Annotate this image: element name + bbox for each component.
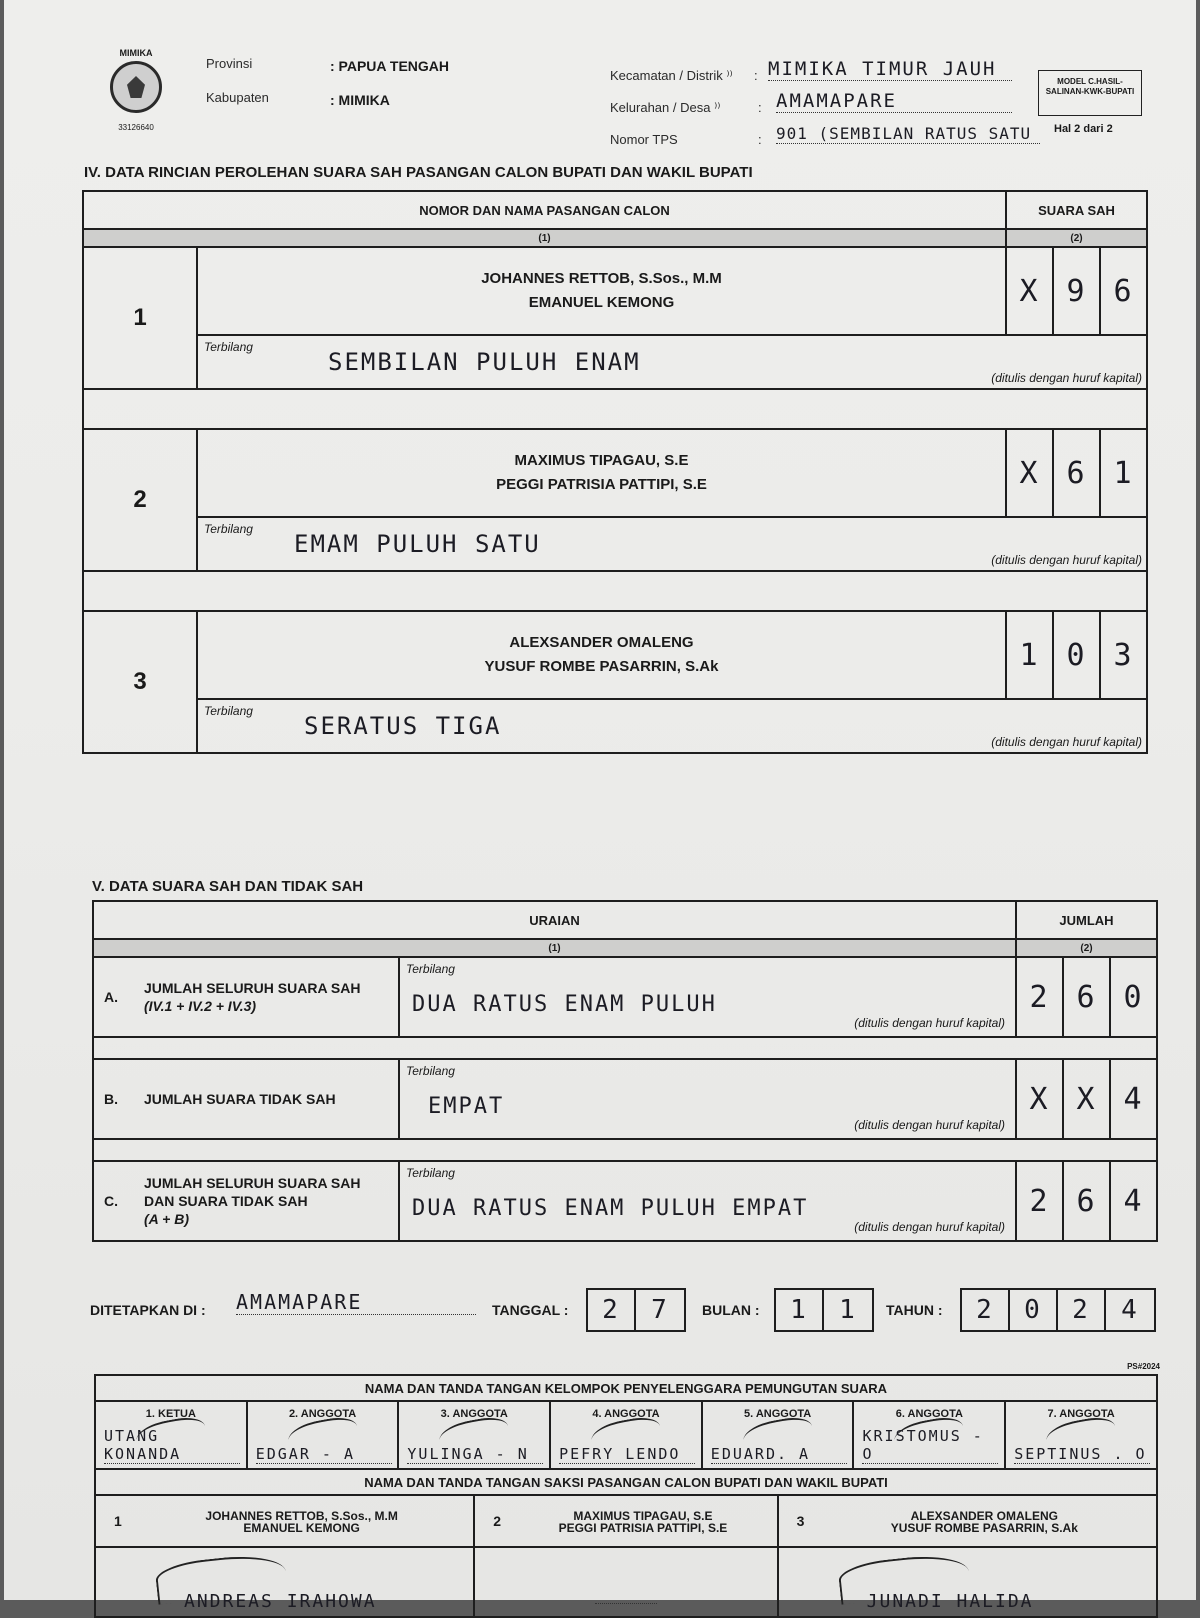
- witness-signature-cell: [474, 1547, 777, 1617]
- logo-top-text: MIMIKA: [119, 48, 153, 58]
- bulan-boxes: [774, 1288, 874, 1332]
- witness-signer: ANDREAS IRAHOWA: [184, 1591, 377, 1612]
- terbilang-label: Terbilang: [204, 704, 253, 718]
- form-sheet: [4, 0, 1196, 1612]
- summary-line-1: JUMLAH SELURUH SUARA SAH: [144, 980, 361, 996]
- tps-label: Nomor TPS: [610, 132, 678, 147]
- signature-table: [94, 1374, 1158, 1618]
- capital-note: (ditulis dengan huruf kapital): [991, 371, 1142, 385]
- kpps-member: [702, 1401, 854, 1469]
- row-spacer: [93, 1139, 1157, 1161]
- summary-row-c: [93, 1161, 1157, 1241]
- member-name: SEPTINUS . O: [1014, 1445, 1150, 1464]
- provinsi-label: Provinsi: [206, 56, 253, 71]
- member-role: 6. ANGGOTA: [895, 1408, 963, 1420]
- total-digit: 0: [1110, 957, 1157, 1037]
- witness-header: [474, 1495, 777, 1547]
- summary-words: [399, 957, 1016, 1037]
- date-digit: 7: [651, 1295, 669, 1325]
- tahun-boxes: [960, 1288, 1156, 1332]
- candidate-name-2: EMANUEL KEMONG: [528, 294, 675, 311]
- candidate-names: [197, 429, 1006, 517]
- summary-line-2: (IV.1 + IV.2 + IV.3): [144, 998, 257, 1014]
- member-name: YULINGA - N: [407, 1445, 543, 1464]
- terbilang-label: Terbilang: [406, 1064, 455, 1078]
- member-role: 5. ANGGOTA: [744, 1408, 812, 1420]
- kpps-member: [550, 1401, 702, 1469]
- summary-line-2: DAN SUARA TIDAK SAH: [144, 1193, 308, 1209]
- capital-note: (ditulis dengan huruf kapital): [854, 1016, 1005, 1030]
- ditetapkan-value: AMAMAPARE: [236, 1290, 476, 1315]
- total-digit: 2: [1016, 1161, 1063, 1241]
- member-role: 1. KETUA: [145, 1408, 196, 1420]
- kabupaten-value: : MIMIKA: [330, 92, 390, 108]
- votes-in-words: [197, 517, 1147, 571]
- summary-letter: C.: [104, 1193, 118, 1209]
- col-sub-2: (2): [1006, 229, 1147, 247]
- votes-in-words: [197, 699, 1147, 753]
- witness-title: NAMA DAN TANDA TANGAN SAKSI PASANGAN CALON BUPATI DAN WAKIL BUPATI: [95, 1469, 1157, 1495]
- summary-letter: A.: [104, 989, 118, 1005]
- candidate-number: 1: [83, 247, 197, 389]
- kpps-member: [398, 1401, 550, 1469]
- candidate-number: 3: [83, 611, 197, 753]
- summary-letter: B.: [104, 1091, 118, 1107]
- date-digit: 1: [839, 1295, 857, 1325]
- row-spacer: [83, 389, 1147, 429]
- witness-header: [95, 1495, 474, 1547]
- witness-candidate-2: EMANUEL KEMONG: [243, 1521, 360, 1535]
- date-digit: 2: [962, 1290, 1010, 1330]
- kecamatan-label: Kecamatan / Distrik ⁾⁾: [610, 68, 733, 83]
- witness-signature-cell: [95, 1547, 474, 1617]
- vote-digit: 6: [1053, 429, 1100, 517]
- kpu-logo: [106, 48, 166, 143]
- candidate-name-1: JOHANNES RETTOB, S.Sos., M.M: [481, 270, 722, 287]
- col-header-uraian: URAIAN: [93, 901, 1016, 939]
- total-digit: 4: [1110, 1161, 1157, 1241]
- witness-signer: JUNADI HALIDA: [866, 1591, 1034, 1612]
- kabupaten-label: Kabupaten: [206, 90, 269, 105]
- kpps-member: [95, 1401, 247, 1469]
- witness-candidate-1: ALEXSANDER OMALENG: [910, 1509, 1058, 1523]
- witness-number: 1: [114, 1513, 122, 1529]
- kecamatan-value: MIMIKA TIMUR JAUH: [768, 58, 1012, 81]
- summary-category: [93, 1059, 399, 1139]
- witness-header: [778, 1495, 1157, 1547]
- capital-note: (ditulis dengan huruf kapital): [854, 1118, 1005, 1132]
- total-digit: X: [1063, 1059, 1110, 1139]
- member-role: 7. ANGGOTA: [1047, 1408, 1115, 1420]
- section-v-title: V. DATA SUARA SAH DAN TIDAK SAH: [92, 878, 364, 895]
- summary-words: [399, 1161, 1016, 1241]
- terbilang-value: EMPAT: [428, 1094, 505, 1119]
- kpps-member: [1005, 1401, 1157, 1469]
- col-header-votes: SUARA SAH: [1006, 191, 1147, 229]
- capital-note: (ditulis dengan huruf kapital): [991, 553, 1142, 567]
- date-digit: 2: [1058, 1290, 1106, 1330]
- member-role: 2. ANGGOTA: [288, 1408, 357, 1420]
- tahun-label: TAHUN :: [886, 1302, 943, 1318]
- summary-row-b: [93, 1059, 1157, 1139]
- vote-digit: 1: [1100, 429, 1147, 517]
- member-name: KRISTOMUS - O: [862, 1427, 998, 1464]
- date-digit: 2: [588, 1290, 636, 1330]
- terbilang-value: DUA RATUS ENAM PULUH EMPAT: [412, 1196, 809, 1221]
- member-role: 4. ANGGOTA: [592, 1408, 660, 1420]
- summary-words: [399, 1059, 1016, 1139]
- witness-number: 2: [493, 1513, 502, 1529]
- summary-line-3: (A + B): [144, 1211, 189, 1227]
- total-digit: 6: [1063, 957, 1110, 1037]
- tps-value: 901 (SEMBILAN RATUS SATU: [776, 124, 1040, 144]
- total-digit: 2: [1016, 957, 1063, 1037]
- ps-code: PS#2024: [1127, 1362, 1160, 1371]
- witness-number: 3: [796, 1513, 805, 1529]
- candidate-votes-table: [82, 190, 1148, 754]
- terbilang-label: Terbilang: [406, 962, 455, 976]
- tps-colon: :: [758, 132, 762, 147]
- witness-signature-cell: [778, 1547, 1157, 1617]
- kpps-member: [247, 1401, 399, 1469]
- terbilang-value: EMAM PULUH SATU: [294, 530, 541, 558]
- summary-row-a: [93, 957, 1157, 1037]
- member-name: EDGAR - A: [256, 1445, 392, 1464]
- tanggal-label: TANGGAL :: [492, 1302, 569, 1318]
- vote-digit: X: [1006, 429, 1053, 517]
- member-name: EDUARD. A: [711, 1445, 847, 1464]
- votes-in-words: [197, 335, 1147, 389]
- logo-code: 33126640: [118, 123, 154, 132]
- vote-digit: X: [1006, 247, 1053, 335]
- terbilang-label: Terbilang: [204, 340, 253, 354]
- witness-candidate-2: PEGGI PATRISIA PATTIPI, S.E: [558, 1521, 728, 1535]
- candidate-name-1: ALEXSANDER OMALENG: [509, 634, 694, 651]
- candidate-name-1: MAXIMUS TIPAGAU, S.E: [514, 452, 689, 469]
- col-sub-1: (1): [93, 939, 1016, 957]
- summary-category: [93, 1161, 399, 1241]
- member-role: 3. ANGGOTA: [440, 1408, 508, 1420]
- date-digit: 1: [776, 1290, 824, 1330]
- page-number: Hal 2 dari 2: [1054, 123, 1113, 135]
- candidate-name-2: PEGGI PATRISIA PATTIPI, S.E: [496, 476, 707, 493]
- ditetapkan-label: DITETAPKAN DI :: [90, 1302, 206, 1318]
- witness-candidate-1: JOHANNES RETTOB, S.Sos., M.M: [205, 1509, 398, 1523]
- row-spacer: [93, 1037, 1157, 1059]
- candidate-row: [83, 611, 1147, 699]
- model-box: MODEL C.HASIL-SALINAN-KWK-BUPATI: [1038, 70, 1142, 116]
- bulan-label: BULAN :: [702, 1302, 760, 1318]
- tanggal-boxes: [586, 1288, 686, 1332]
- witness-candidate-2: YUSUF ROMBE PASARRIN, S.Ak: [890, 1521, 1078, 1535]
- kecamatan-colon: :: [754, 68, 758, 83]
- row-spacer: [83, 571, 1147, 611]
- kpps-member: [853, 1401, 1005, 1469]
- vote-digit: 9: [1053, 247, 1100, 335]
- candidate-number: 2: [83, 429, 197, 571]
- capital-note: (ditulis dengan huruf kapital): [854, 1220, 1005, 1234]
- summary-line-1: JUMLAH SELURUH SUARA SAH: [144, 1175, 361, 1191]
- candidate-row: [83, 429, 1147, 517]
- summary-line-1: JUMLAH SUARA TIDAK SAH: [144, 1091, 336, 1107]
- date-digit: 0: [1010, 1290, 1058, 1330]
- vote-digit: 0: [1053, 611, 1100, 699]
- kelurahan-colon: :: [758, 100, 762, 115]
- vote-digit: 1: [1006, 611, 1053, 699]
- col-sub-2: (2): [1016, 939, 1157, 957]
- total-digit: 4: [1110, 1059, 1157, 1139]
- total-digit: 6: [1063, 1161, 1110, 1241]
- col-header-jumlah: JUMLAH: [1016, 901, 1157, 939]
- terbilang-label: Terbilang: [204, 522, 253, 536]
- candidate-name-2: YUSUF ROMBE PASARRIN, S.Ak: [484, 658, 719, 675]
- candidate-names: [197, 247, 1006, 335]
- kelurahan-label: Kelurahan / Desa ⁾⁾: [610, 100, 721, 115]
- vote-summary-table: [92, 900, 1158, 1242]
- vote-digit: 6: [1100, 247, 1147, 335]
- terbilang-value: SEMBILAN PULUH ENAM: [328, 348, 641, 376]
- provinsi-value: : PAPUA TENGAH: [330, 58, 449, 74]
- terbilang-value: SERATUS TIGA: [304, 712, 502, 740]
- col-sub-1: (1): [83, 229, 1006, 247]
- capital-note: (ditulis dengan huruf kapital): [991, 735, 1142, 749]
- member-name: PEFRY LENDO: [559, 1445, 695, 1464]
- candidate-row: [83, 247, 1147, 335]
- terbilang-label: Terbilang: [406, 1166, 455, 1180]
- candidate-names: [197, 611, 1006, 699]
- total-digit: X: [1016, 1059, 1063, 1139]
- kelurahan-value: AMAMAPARE: [776, 90, 1012, 113]
- summary-category: [93, 957, 399, 1037]
- terbilang-value: DUA RATUS ENAM PULUH: [412, 992, 717, 1017]
- vote-digit: 3: [1100, 611, 1147, 699]
- col-header-candidate: NOMOR DAN NAMA PASANGAN CALON: [83, 191, 1006, 229]
- garuda-emblem-icon: [110, 61, 162, 113]
- section-iv-title: IV. DATA RINCIAN PEROLEHAN SUARA SAH PASANGAN CALON BUPATI DAN WAKIL BUPATI: [84, 164, 753, 181]
- witness-candidate-1: MAXIMUS TIPAGAU, S.E: [573, 1509, 713, 1523]
- signature-line: [595, 1603, 656, 1604]
- member-name: UTANG KONANDA: [104, 1427, 240, 1464]
- date-digit: 4: [1121, 1295, 1139, 1325]
- kpps-title: NAMA DAN TANDA TANGAN KELOMPOK PENYELENGGARA PEMUNGUTAN SUARA: [95, 1375, 1157, 1401]
